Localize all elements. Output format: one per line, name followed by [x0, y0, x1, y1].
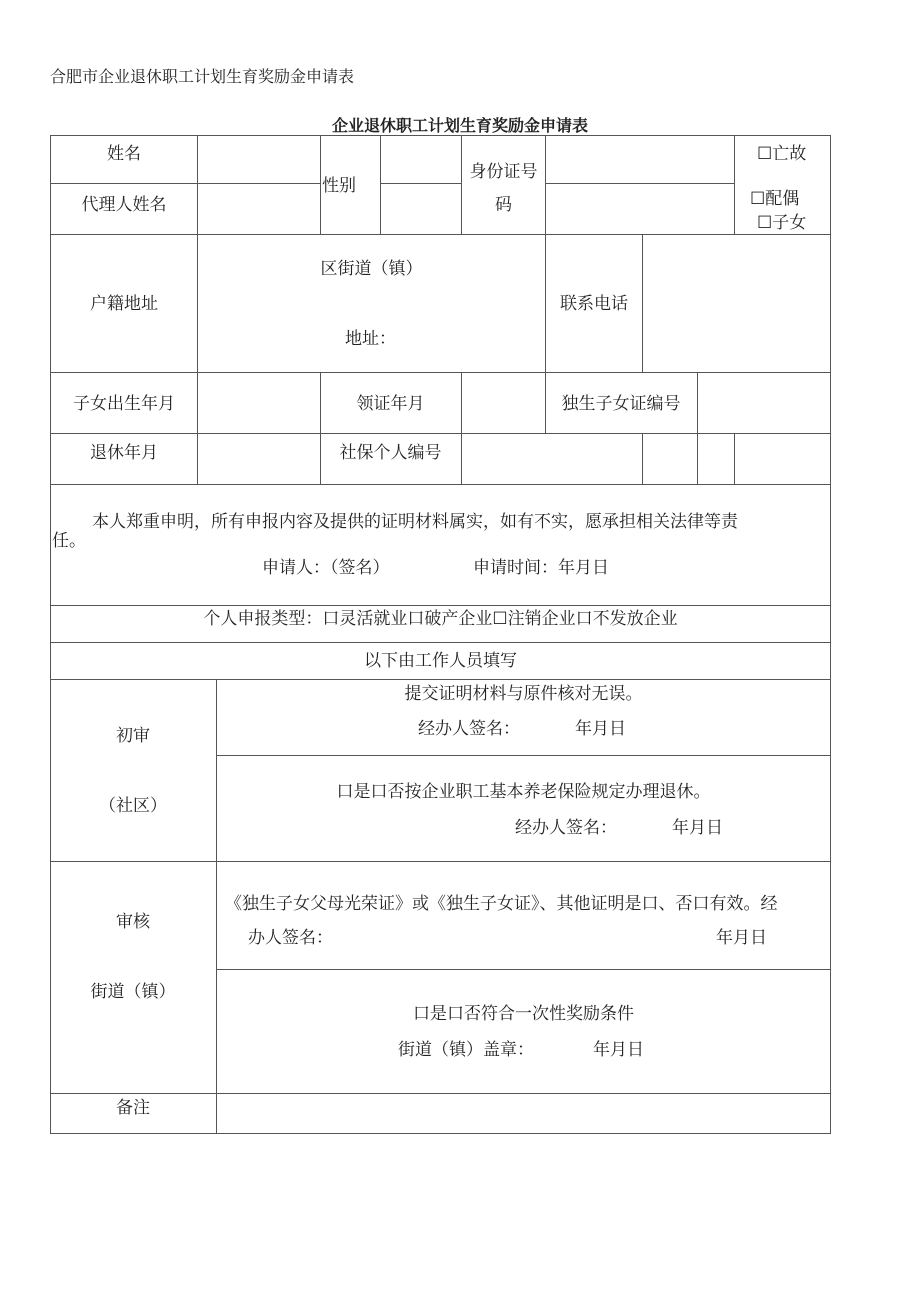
remarks-field[interactable]	[217, 1094, 830, 1133]
audit-check1-line1[interactable]: 《独生子女父母光荣证》或《独生子女证》、其他证明是口、否口有效。经	[225, 894, 778, 914]
checkbox-spouse[interactable]: ☐配偶	[750, 189, 800, 209]
checkbox-child[interactable]: ☐子女	[757, 213, 807, 233]
social-security-no-field[interactable]	[462, 434, 830, 484]
initial-review-sign1: 经办人签名：	[418, 719, 520, 739]
apply-time: 申请时间：年月日	[473, 558, 609, 578]
initial-review-sign2: 经办人签名：	[515, 818, 617, 838]
child-birth-field[interactable]	[198, 373, 320, 433]
label-agent-name: 代理人姓名	[81, 195, 167, 215]
initial-review-check1: 提交证明材料与原件核对无误。	[404, 684, 643, 704]
initial-review-label: 初审	[116, 726, 150, 746]
audit-check1-line2: 办人签名：	[248, 928, 333, 948]
label-address: 地址：	[345, 329, 396, 349]
audit-street-label: 街道（镇）	[90, 982, 176, 1002]
initial-review-check2[interactable]: 口是口否按企业职工基本养老保险规定办理退休。	[336, 782, 711, 802]
label-household-address: 户籍地址	[90, 294, 158, 314]
audit-date1: 年月日	[716, 928, 767, 948]
form-title: 企业退休职工计划生育奖励金申请表	[331, 116, 588, 135]
label-district-street: 区街道（镇）	[320, 259, 423, 279]
declaration-text-line2: 任。	[52, 531, 86, 551]
audit-date2: 年月日	[593, 1040, 644, 1060]
id-number-field[interactable]	[546, 136, 734, 234]
initial-review-community-label: （社区）	[99, 796, 167, 816]
label-child-birth: 子女出生年月	[73, 394, 175, 414]
audit-check2[interactable]: 口是口否符合一次性奖励条件	[413, 1004, 634, 1024]
checkbox-deceased[interactable]: ☐亡故	[757, 144, 807, 164]
label-id-number-1: 身份证号	[469, 162, 538, 182]
agent-name-field[interactable]	[198, 184, 320, 234]
initial-review-date1: 年月日	[575, 719, 626, 739]
audit-seal: 街道（镇）盖章：	[398, 1040, 534, 1060]
label-only-child-cert-no: 独生子女证编号	[561, 394, 681, 414]
name-field[interactable]	[198, 136, 320, 183]
label-name: 姓名	[107, 144, 141, 164]
retire-date-field[interactable]	[198, 434, 320, 484]
cert-date-field[interactable]	[462, 373, 545, 433]
initial-review-date2: 年月日	[672, 818, 723, 838]
staff-section-header: 以下由工作人员填写	[364, 651, 517, 671]
applicant-signature: 申请人：（签名）	[262, 558, 390, 578]
document-title: 合肥市企业退休职工计划生育奖励金申请表	[50, 67, 355, 86]
label-cert-date: 领证年月	[356, 394, 425, 414]
phone-field[interactable]	[643, 235, 830, 372]
audit-label: 审核	[116, 912, 150, 932]
label-retire-date: 退休年月	[90, 443, 158, 463]
label-social-security-no: 社保个人编号	[339, 443, 442, 463]
gender-field[interactable]	[381, 136, 461, 234]
label-gender: 性别	[322, 176, 356, 196]
only-child-cert-no-field[interactable]	[698, 373, 830, 433]
label-phone: 联系电话	[560, 294, 628, 314]
label-id-number-2: 码	[495, 195, 512, 215]
remarks-label: 备注	[116, 1098, 150, 1118]
declaration-text-line1: 本人郑重申明，所有申报内容及提供的证明材料属实，如有不实，愿承担相关法律等责	[92, 512, 738, 532]
declare-type-options[interactable]: 个人申报类型：口灵活就业口破产企业☐注销企业口不发放企业	[203, 609, 678, 629]
